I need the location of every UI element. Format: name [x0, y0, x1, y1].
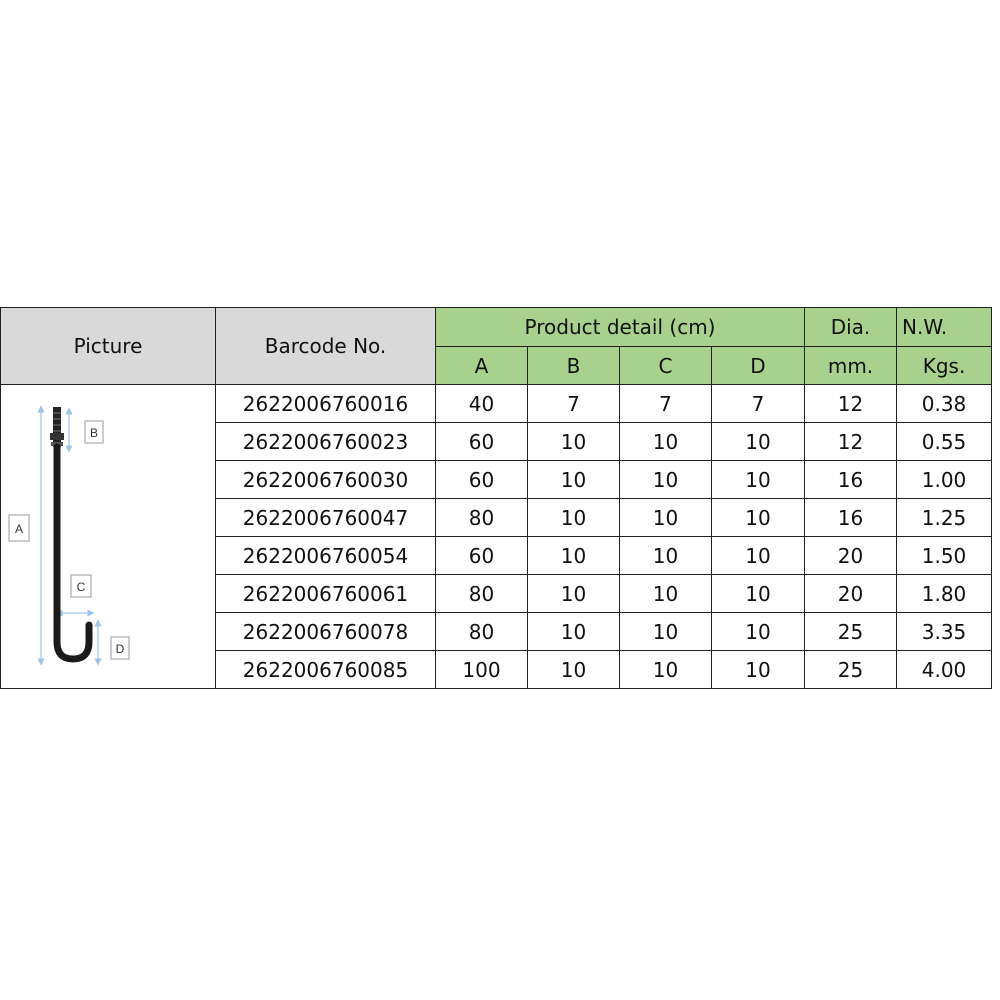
diagram-label-d: D [115, 641, 125, 656]
nw-unit-header: Kgs. [897, 347, 992, 385]
nw-cell: 1.80 [897, 575, 992, 613]
barcode-cell: 2622006760054 [216, 537, 436, 575]
barcode-cell: 2622006760078 [216, 613, 436, 651]
b-cell: 10 [528, 499, 620, 537]
a-cell: 80 [436, 499, 528, 537]
a-cell: 60 [436, 537, 528, 575]
barcode-cell: 2622006760061 [216, 575, 436, 613]
picture-header: Picture [1, 308, 216, 385]
barcode-cell: 2622006760085 [216, 651, 436, 689]
dia-cell: 25 [805, 651, 897, 689]
nw-cell: 0.55 [897, 423, 992, 461]
barcode-header: Barcode No. [216, 308, 436, 385]
c-cell: 10 [620, 651, 712, 689]
dia-header: Dia. [805, 308, 897, 347]
b-cell: 10 [528, 461, 620, 499]
c-cell: 7 [620, 385, 712, 423]
diagram-label-b: B [89, 425, 99, 440]
nw-cell: 3.35 [897, 613, 992, 651]
product-spec-table [0, 307, 992, 689]
nw-cell: 1.25 [897, 499, 992, 537]
col-c-header: C [620, 347, 712, 385]
d-cell: 10 [712, 423, 805, 461]
a-cell: 100 [436, 651, 528, 689]
col-b-header: B [528, 347, 620, 385]
product-detail-header: Product detail (cm) [436, 308, 805, 347]
dia-cell: 25 [805, 613, 897, 651]
d-cell: 7 [712, 385, 805, 423]
a-cell: 60 [436, 423, 528, 461]
d-cell: 10 [712, 651, 805, 689]
a-cell: 60 [436, 461, 528, 499]
barcode-cell: 2622006760030 [216, 461, 436, 499]
c-cell: 10 [620, 499, 712, 537]
c-cell: 10 [620, 613, 712, 651]
nw-cell: 1.00 [897, 461, 992, 499]
a-cell: 80 [436, 575, 528, 613]
nw-cell: 1.50 [897, 537, 992, 575]
a-cell: 80 [436, 613, 528, 651]
d-cell: 10 [712, 537, 805, 575]
col-a-header: A [436, 347, 528, 385]
d-cell: 10 [712, 575, 805, 613]
dia-cell: 12 [805, 385, 897, 423]
nw-header: N.W. [897, 308, 992, 347]
dia-cell: 16 [805, 499, 897, 537]
b-cell: 10 [528, 537, 620, 575]
d-cell: 10 [712, 613, 805, 651]
diagram-label-c: C [76, 579, 86, 594]
d-cell: 10 [712, 461, 805, 499]
c-cell: 10 [620, 537, 712, 575]
nw-cell: 0.38 [897, 385, 992, 423]
hook-bolt-picture [1, 385, 216, 689]
b-cell: 7 [528, 385, 620, 423]
barcode-cell: 2622006760047 [216, 499, 436, 537]
c-cell: 10 [620, 461, 712, 499]
b-cell: 10 [528, 575, 620, 613]
dia-cell: 20 [805, 537, 897, 575]
barcode-cell: 2622006760023 [216, 423, 436, 461]
diagram-label-a: A [14, 521, 24, 536]
c-cell: 10 [620, 423, 712, 461]
dia-unit-header: mm. [805, 347, 897, 385]
dia-cell: 20 [805, 575, 897, 613]
dia-cell: 16 [805, 461, 897, 499]
j-hook-bolt-diagram [1, 387, 216, 687]
d-cell: 10 [712, 499, 805, 537]
nw-cell: 4.00 [897, 651, 992, 689]
table-row [1, 385, 992, 423]
b-cell: 10 [528, 613, 620, 651]
a-cell: 40 [436, 385, 528, 423]
c-cell: 10 [620, 575, 712, 613]
col-d-header: D [712, 347, 805, 385]
b-cell: 10 [528, 423, 620, 461]
barcode-cell: 2622006760016 [216, 385, 436, 423]
b-cell: 10 [528, 651, 620, 689]
dia-cell: 12 [805, 423, 897, 461]
